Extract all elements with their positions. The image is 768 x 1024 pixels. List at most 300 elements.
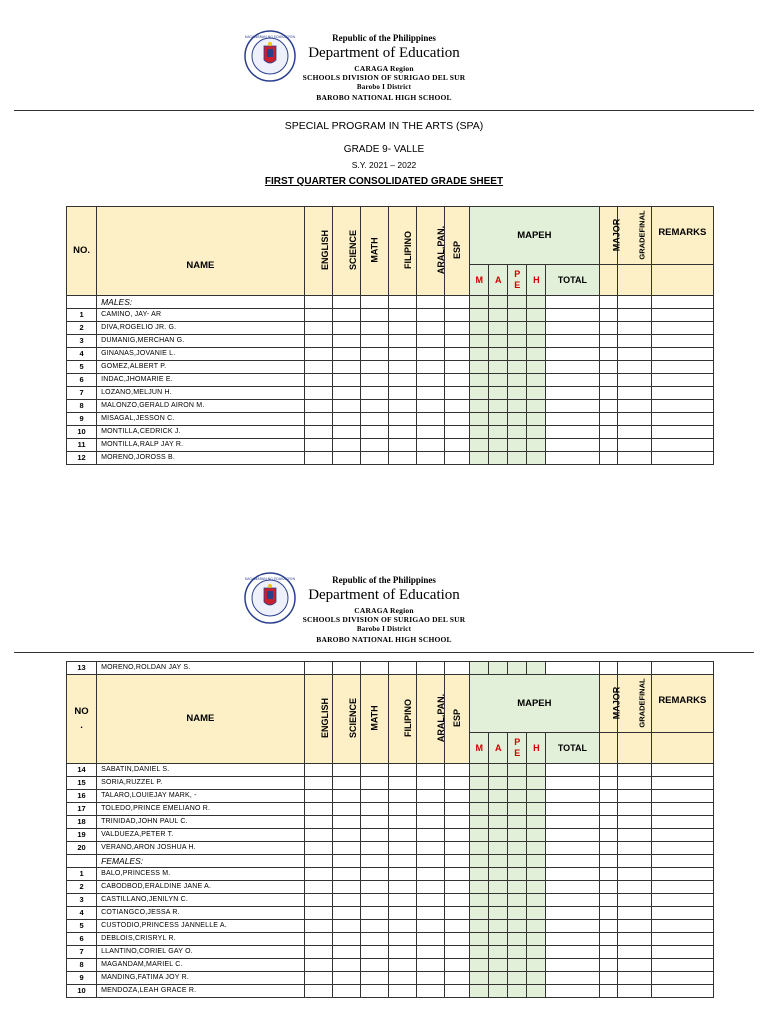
grade-cell-gradefinal[interactable]	[617, 452, 651, 465]
grade-cell-english[interactable]	[304, 959, 332, 972]
grade-cell-mapeh-h[interactable]	[527, 777, 546, 790]
grade-cell-math[interactable]	[360, 894, 388, 907]
grade-cell-english[interactable]	[304, 933, 332, 946]
grade-cell-major[interactable]	[599, 816, 617, 829]
grade-cell-english[interactable]	[304, 400, 332, 413]
grade-cell-mapeh-pe[interactable]	[508, 842, 527, 855]
grade-cell-esp[interactable]	[445, 790, 470, 803]
grade-cell-mapeh-h[interactable]	[527, 439, 546, 452]
grade-cell-mapeh-pe[interactable]	[508, 933, 527, 946]
grade-cell-mapeh-h[interactable]	[527, 764, 546, 777]
grade-cell-major[interactable]	[599, 790, 617, 803]
grade-cell-math[interactable]	[360, 309, 388, 322]
grade-cell-math[interactable]	[360, 374, 388, 387]
grade-cell-math[interactable]	[360, 335, 388, 348]
grade-cell-science[interactable]	[332, 426, 360, 439]
grade-cell-filipino[interactable]	[388, 335, 416, 348]
grade-cell-mapeh-pe[interactable]	[508, 348, 527, 361]
grade-cell-esp[interactable]	[445, 985, 470, 998]
grade-cell-mapeh-pe[interactable]	[508, 400, 527, 413]
grade-cell-math[interactable]	[360, 348, 388, 361]
grade-cell-mapeh-m[interactable]	[470, 829, 489, 842]
grade-cell-mapeh-pe[interactable]	[508, 920, 527, 933]
grade-cell-mapeh-h[interactable]	[527, 400, 546, 413]
grade-cell-mapeh-total[interactable]	[546, 439, 599, 452]
grade-cell-math[interactable]	[360, 816, 388, 829]
grade-cell-english[interactable]	[304, 309, 332, 322]
grade-cell-esp[interactable]	[445, 842, 470, 855]
grade-cell-mapeh-a[interactable]	[489, 439, 508, 452]
grade-cell-gradefinal[interactable]	[617, 361, 651, 374]
grade-cell-english[interactable]	[304, 452, 332, 465]
grade-cell-major[interactable]	[599, 335, 617, 348]
grade-cell-mapeh-a[interactable]	[489, 946, 508, 959]
grade-cell-science[interactable]	[332, 764, 360, 777]
grade-cell-gradefinal[interactable]	[617, 946, 651, 959]
grade-cell-filipino[interactable]	[388, 920, 416, 933]
grade-cell-remarks[interactable]	[651, 816, 713, 829]
grade-cell-math[interactable]	[360, 413, 388, 426]
grade-cell-esp[interactable]	[445, 335, 470, 348]
grade-cell-mapeh-pe[interactable]	[508, 946, 527, 959]
grade-cell-gradefinal[interactable]	[617, 816, 651, 829]
grade-cell-esp[interactable]	[445, 803, 470, 816]
grade-cell-filipino[interactable]	[388, 868, 416, 881]
grade-cell-mapeh-total[interactable]	[546, 452, 599, 465]
grade-cell-science[interactable]	[332, 881, 360, 894]
grade-cell-mapeh-h[interactable]	[527, 829, 546, 842]
grade-cell-mapeh-total[interactable]	[546, 764, 599, 777]
grade-cell-mapeh-a[interactable]	[489, 309, 508, 322]
grade-cell-filipino[interactable]	[388, 309, 416, 322]
grade-cell-mapeh-pe[interactable]	[508, 972, 527, 985]
grade-cell-mapeh-m[interactable]	[470, 387, 489, 400]
grade-cell-math[interactable]	[360, 985, 388, 998]
grade-cell-mapeh-pe[interactable]	[508, 894, 527, 907]
grade-cell-major[interactable]	[599, 881, 617, 894]
grade-cell-mapeh-total[interactable]	[546, 322, 599, 335]
grade-cell-remarks[interactable]	[651, 374, 713, 387]
grade-cell-major[interactable]	[599, 374, 617, 387]
grade-cell-science[interactable]	[332, 842, 360, 855]
grade-cell-mapeh-total[interactable]	[546, 361, 599, 374]
grade-cell-mapeh-total[interactable]	[546, 894, 599, 907]
grade-cell-aralpan[interactable]	[417, 400, 445, 413]
grade-cell-english[interactable]	[304, 907, 332, 920]
grade-cell-gradefinal[interactable]	[617, 803, 651, 816]
grade-cell-aralpan[interactable]	[417, 426, 445, 439]
grade-cell-mapeh-a[interactable]	[489, 907, 508, 920]
grade-cell-gradefinal[interactable]	[617, 842, 651, 855]
grade-cell-aralpan[interactable]	[417, 868, 445, 881]
grade-cell-mapeh-total[interactable]	[546, 907, 599, 920]
grade-cell-gradefinal[interactable]	[617, 348, 651, 361]
grade-cell-mapeh-pe[interactable]	[508, 452, 527, 465]
grade-cell-filipino[interactable]	[388, 959, 416, 972]
grade-cell-filipino[interactable]	[388, 361, 416, 374]
grade-cell-mapeh-a[interactable]	[489, 881, 508, 894]
grade-cell-science[interactable]	[332, 933, 360, 946]
grade-cell-mapeh-a[interactable]	[489, 842, 508, 855]
grade-cell-math[interactable]	[360, 842, 388, 855]
grade-cell-filipino[interactable]	[388, 764, 416, 777]
grade-cell-filipino[interactable]	[388, 439, 416, 452]
grade-cell-aralpan[interactable]	[417, 348, 445, 361]
grade-cell-english[interactable]	[304, 374, 332, 387]
grade-cell-mapeh-pe[interactable]	[508, 816, 527, 829]
grade-cell-mapeh-pe[interactable]	[508, 309, 527, 322]
grade-cell-science[interactable]	[332, 790, 360, 803]
grade-cell-science[interactable]	[332, 946, 360, 959]
grade-cell-mapeh-a[interactable]	[489, 803, 508, 816]
grade-cell-mapeh-total[interactable]	[546, 777, 599, 790]
grade-cell-science[interactable]	[332, 309, 360, 322]
grade-cell-math[interactable]	[360, 452, 388, 465]
grade-cell-remarks[interactable]	[651, 803, 713, 816]
grade-cell-science[interactable]	[332, 439, 360, 452]
grade-cell-math[interactable]	[360, 400, 388, 413]
grade-cell-remarks[interactable]	[651, 387, 713, 400]
grade-cell-mapeh-m[interactable]	[470, 374, 489, 387]
grade-cell-mapeh-total[interactable]	[546, 868, 599, 881]
grade-cell-mapeh-pe[interactable]	[508, 413, 527, 426]
grade-cell-science[interactable]	[332, 322, 360, 335]
grade-cell-mapeh-h[interactable]	[527, 426, 546, 439]
grade-cell-esp[interactable]	[445, 881, 470, 894]
grade-cell-filipino[interactable]	[388, 829, 416, 842]
grade-cell-esp[interactable]	[445, 400, 470, 413]
grade-cell-aralpan[interactable]	[417, 452, 445, 465]
grade-cell-mapeh-h[interactable]	[527, 413, 546, 426]
grade-cell-major[interactable]	[599, 829, 617, 842]
grade-cell-math[interactable]	[360, 933, 388, 946]
grade-cell-mapeh-total[interactable]	[546, 803, 599, 816]
grade-cell-major[interactable]	[599, 946, 617, 959]
grade-cell-aralpan[interactable]	[417, 413, 445, 426]
grade-cell-english[interactable]	[304, 777, 332, 790]
grade-cell-mapeh-total[interactable]	[546, 972, 599, 985]
grade-cell-filipino[interactable]	[388, 426, 416, 439]
grade-cell-english[interactable]	[304, 803, 332, 816]
grade-cell-esp[interactable]	[445, 972, 470, 985]
grade-cell-mapeh-total[interactable]	[546, 426, 599, 439]
grade-cell-remarks[interactable]	[651, 842, 713, 855]
grade-cell-major[interactable]	[599, 972, 617, 985]
grade-cell-remarks[interactable]	[651, 985, 713, 998]
grade-cell-remarks[interactable]	[651, 868, 713, 881]
grade-cell-mapeh-m[interactable]	[470, 933, 489, 946]
grade-cell-math[interactable]	[360, 946, 388, 959]
grade-cell-mapeh-total[interactable]	[546, 816, 599, 829]
grade-cell-remarks[interactable]	[651, 309, 713, 322]
grade-cell-mapeh-a[interactable]	[489, 790, 508, 803]
grade-cell-math[interactable]	[360, 777, 388, 790]
grade-cell-mapeh-h[interactable]	[527, 803, 546, 816]
grade-cell-mapeh-a[interactable]	[489, 335, 508, 348]
grade-cell-science[interactable]	[332, 803, 360, 816]
grade-cell-filipino[interactable]	[388, 790, 416, 803]
grade-cell-filipino[interactable]	[388, 985, 416, 998]
grade-cell-aralpan[interactable]	[417, 361, 445, 374]
grade-cell-major[interactable]	[599, 868, 617, 881]
grade-cell-mapeh-total[interactable]	[546, 413, 599, 426]
grade-cell-remarks[interactable]	[651, 439, 713, 452]
grade-cell-major[interactable]	[599, 400, 617, 413]
grade-cell-mapeh-pe[interactable]	[508, 803, 527, 816]
grade-cell-remarks[interactable]	[651, 790, 713, 803]
grade-cell-gradefinal[interactable]	[617, 881, 651, 894]
grade-cell-mapeh-pe[interactable]	[508, 374, 527, 387]
grade-cell-filipino[interactable]	[388, 816, 416, 829]
grade-cell-major[interactable]	[599, 803, 617, 816]
grade-cell-science[interactable]	[332, 816, 360, 829]
grade-cell-mapeh-total[interactable]	[546, 374, 599, 387]
grade-cell-mapeh-h[interactable]	[527, 348, 546, 361]
grade-cell-gradefinal[interactable]	[617, 309, 651, 322]
grade-cell-mapeh-a[interactable]	[489, 894, 508, 907]
grade-cell-math[interactable]	[360, 803, 388, 816]
grade-cell-remarks[interactable]	[651, 881, 713, 894]
grade-cell-science[interactable]	[332, 452, 360, 465]
grade-cell-esp[interactable]	[445, 426, 470, 439]
grade-cell-mapeh-pe[interactable]	[508, 790, 527, 803]
grade-cell-mapeh-h[interactable]	[527, 816, 546, 829]
grade-cell-gradefinal[interactable]	[617, 868, 651, 881]
grade-cell-math[interactable]	[360, 322, 388, 335]
grade-cell-science[interactable]	[332, 335, 360, 348]
grade-cell-filipino[interactable]	[388, 413, 416, 426]
grade-cell-mapeh-total[interactable]	[546, 959, 599, 972]
grade-cell-mapeh-total[interactable]	[546, 842, 599, 855]
grade-cell-mapeh-total[interactable]	[546, 348, 599, 361]
grade-cell-english[interactable]	[304, 972, 332, 985]
grade-cell-remarks[interactable]	[651, 946, 713, 959]
grade-cell-science[interactable]	[332, 361, 360, 374]
grade-cell-mapeh-a[interactable]	[489, 374, 508, 387]
grade-cell-aralpan[interactable]	[417, 803, 445, 816]
grade-cell-mapeh-m[interactable]	[470, 361, 489, 374]
grade-cell-esp[interactable]	[445, 348, 470, 361]
grade-cell-remarks[interactable]	[651, 829, 713, 842]
grade-cell-esp[interactable]	[445, 816, 470, 829]
grade-cell-major[interactable]	[599, 764, 617, 777]
grade-cell-filipino[interactable]	[388, 322, 416, 335]
grade-cell-mapeh-pe[interactable]	[508, 777, 527, 790]
grade-cell-math[interactable]	[360, 764, 388, 777]
grade-cell-mapeh-total[interactable]	[546, 829, 599, 842]
grade-cell-mapeh-m[interactable]	[470, 309, 489, 322]
grade-cell-mapeh-pe[interactable]	[508, 361, 527, 374]
grade-cell-mapeh-m[interactable]	[470, 400, 489, 413]
grade-cell-major[interactable]	[599, 413, 617, 426]
grade-cell-mapeh-a[interactable]	[489, 920, 508, 933]
grade-cell-aralpan[interactable]	[417, 322, 445, 335]
grade-cell-mapeh-a[interactable]	[489, 452, 508, 465]
grade-cell-english[interactable]	[304, 894, 332, 907]
grade-cell-science[interactable]	[332, 387, 360, 400]
grade-cell-aralpan[interactable]	[417, 387, 445, 400]
grade-cell-mapeh-h[interactable]	[527, 894, 546, 907]
grade-cell-mapeh-pe[interactable]	[508, 985, 527, 998]
grade-cell-english[interactable]	[304, 816, 332, 829]
grade-cell-gradefinal[interactable]	[617, 972, 651, 985]
grade-cell-mapeh-total[interactable]	[546, 387, 599, 400]
grade-cell-mapeh-total[interactable]	[546, 985, 599, 998]
grade-cell-math[interactable]	[360, 829, 388, 842]
grade-cell-mapeh-a[interactable]	[489, 361, 508, 374]
grade-cell-remarks[interactable]	[651, 777, 713, 790]
grade-cell-mapeh-m[interactable]	[470, 894, 489, 907]
grade-cell-mapeh-pe[interactable]	[508, 322, 527, 335]
grade-cell-mapeh-pe[interactable]	[508, 335, 527, 348]
grade-cell-mapeh-h[interactable]	[527, 322, 546, 335]
grade-cell-esp[interactable]	[445, 322, 470, 335]
grade-cell-english[interactable]	[304, 361, 332, 374]
grade-cell-esp[interactable]	[445, 959, 470, 972]
grade-cell-major[interactable]	[599, 348, 617, 361]
grade-cell-mapeh-total[interactable]	[546, 400, 599, 413]
grade-cell-gradefinal[interactable]	[617, 907, 651, 920]
grade-cell-math[interactable]	[360, 790, 388, 803]
grade-cell-remarks[interactable]	[651, 348, 713, 361]
grade-cell-filipino[interactable]	[388, 348, 416, 361]
grade-cell-gradefinal[interactable]	[617, 387, 651, 400]
grade-cell-mapeh-a[interactable]	[489, 413, 508, 426]
grade-cell-aralpan[interactable]	[417, 439, 445, 452]
grade-cell-math[interactable]	[360, 439, 388, 452]
grade-cell-mapeh-pe[interactable]	[508, 829, 527, 842]
grade-cell-science[interactable]	[332, 413, 360, 426]
grade-cell-mapeh-a[interactable]	[489, 933, 508, 946]
grade-cell-science[interactable]	[332, 907, 360, 920]
grade-cell-english[interactable]	[304, 790, 332, 803]
grade-cell-remarks[interactable]	[651, 452, 713, 465]
grade-cell-esp[interactable]	[445, 868, 470, 881]
grade-cell-gradefinal[interactable]	[617, 764, 651, 777]
grade-cell-math[interactable]	[360, 972, 388, 985]
grade-cell-english[interactable]	[304, 842, 332, 855]
grade-cell-gradefinal[interactable]	[617, 790, 651, 803]
grade-cell-mapeh-h[interactable]	[527, 361, 546, 374]
grade-cell-filipino[interactable]	[388, 894, 416, 907]
grade-cell-mapeh-m[interactable]	[470, 413, 489, 426]
grade-cell-filipino[interactable]	[388, 374, 416, 387]
grade-cell-english[interactable]	[304, 335, 332, 348]
grade-cell-aralpan[interactable]	[417, 777, 445, 790]
grade-cell-esp[interactable]	[445, 387, 470, 400]
grade-cell-mapeh-m[interactable]	[470, 777, 489, 790]
grade-cell-mapeh-m[interactable]	[470, 985, 489, 998]
grade-cell-math[interactable]	[360, 907, 388, 920]
grade-cell-mapeh-h[interactable]	[527, 387, 546, 400]
grade-cell-mapeh-m[interactable]	[470, 907, 489, 920]
grade-cell-esp[interactable]	[445, 452, 470, 465]
grade-cell-mapeh-a[interactable]	[489, 959, 508, 972]
grade-cell-science[interactable]	[332, 972, 360, 985]
grade-cell-mapeh-m[interactable]	[470, 946, 489, 959]
grade-cell-science[interactable]	[332, 400, 360, 413]
grade-cell-mapeh-a[interactable]	[489, 985, 508, 998]
grade-cell-mapeh-total[interactable]	[546, 335, 599, 348]
grade-cell-mapeh-a[interactable]	[489, 972, 508, 985]
grade-cell-aralpan[interactable]	[417, 894, 445, 907]
grade-cell-esp[interactable]	[445, 907, 470, 920]
grade-cell-major[interactable]	[599, 309, 617, 322]
grade-cell-mapeh-m[interactable]	[470, 348, 489, 361]
grade-cell-major[interactable]	[599, 985, 617, 998]
grade-cell-gradefinal[interactable]	[617, 374, 651, 387]
grade-cell-mapeh-pe[interactable]	[508, 764, 527, 777]
grade-cell-esp[interactable]	[445, 894, 470, 907]
grade-cell-aralpan[interactable]	[417, 335, 445, 348]
grade-cell-esp[interactable]	[445, 439, 470, 452]
grade-cell-mapeh-h[interactable]	[527, 842, 546, 855]
grade-cell-esp[interactable]	[445, 361, 470, 374]
grade-cell-mapeh-pe[interactable]	[508, 439, 527, 452]
grade-cell-mapeh-m[interactable]	[470, 452, 489, 465]
grade-cell-mapeh-h[interactable]	[527, 907, 546, 920]
grade-cell-filipino[interactable]	[388, 972, 416, 985]
grade-cell-mapeh-m[interactable]	[470, 335, 489, 348]
grade-cell-science[interactable]	[332, 868, 360, 881]
grade-cell-major[interactable]	[599, 361, 617, 374]
grade-cell-mapeh-pe[interactable]	[508, 868, 527, 881]
grade-cell-aralpan[interactable]	[417, 920, 445, 933]
grade-cell-mapeh-a[interactable]	[489, 816, 508, 829]
grade-cell-remarks[interactable]	[651, 322, 713, 335]
grade-cell-mapeh-h[interactable]	[527, 452, 546, 465]
grade-cell-major[interactable]	[599, 959, 617, 972]
grade-cell-major[interactable]	[599, 439, 617, 452]
grade-cell-gradefinal[interactable]	[617, 894, 651, 907]
grade-cell-gradefinal[interactable]	[617, 777, 651, 790]
grade-cell-remarks[interactable]	[651, 413, 713, 426]
grade-cell-gradefinal[interactable]	[617, 439, 651, 452]
grade-cell-gradefinal[interactable]	[617, 322, 651, 335]
grade-cell-remarks[interactable]	[651, 400, 713, 413]
grade-cell-gradefinal[interactable]	[617, 933, 651, 946]
grade-cell-mapeh-m[interactable]	[470, 959, 489, 972]
grade-cell-english[interactable]	[304, 868, 332, 881]
grade-cell-mapeh-pe[interactable]	[508, 959, 527, 972]
grade-cell-major[interactable]	[599, 387, 617, 400]
grade-cell-aralpan[interactable]	[417, 972, 445, 985]
grade-cell-gradefinal[interactable]	[617, 400, 651, 413]
grade-cell-mapeh-pe[interactable]	[508, 881, 527, 894]
grade-cell-english[interactable]	[304, 322, 332, 335]
grade-cell-aralpan[interactable]	[417, 985, 445, 998]
grade-cell-science[interactable]	[332, 985, 360, 998]
grade-cell-major[interactable]	[599, 426, 617, 439]
grade-cell-mapeh-h[interactable]	[527, 374, 546, 387]
grade-cell-mapeh-a[interactable]	[489, 400, 508, 413]
grade-cell-major[interactable]	[599, 920, 617, 933]
grade-cell-aralpan[interactable]	[417, 959, 445, 972]
grade-cell-major[interactable]	[599, 842, 617, 855]
grade-cell-science[interactable]	[332, 959, 360, 972]
grade-cell-mapeh-h[interactable]	[527, 881, 546, 894]
grade-cell-filipino[interactable]	[388, 842, 416, 855]
grade-cell-aralpan[interactable]	[417, 933, 445, 946]
grade-cell-mapeh-h[interactable]	[527, 972, 546, 985]
grade-cell-science[interactable]	[332, 348, 360, 361]
grade-cell-math[interactable]	[360, 920, 388, 933]
grade-cell-gradefinal[interactable]	[617, 829, 651, 842]
grade-cell-mapeh-m[interactable]	[470, 868, 489, 881]
grade-cell-math[interactable]	[360, 361, 388, 374]
grade-cell-mapeh-m[interactable]	[470, 426, 489, 439]
grade-cell-mapeh-m[interactable]	[470, 439, 489, 452]
